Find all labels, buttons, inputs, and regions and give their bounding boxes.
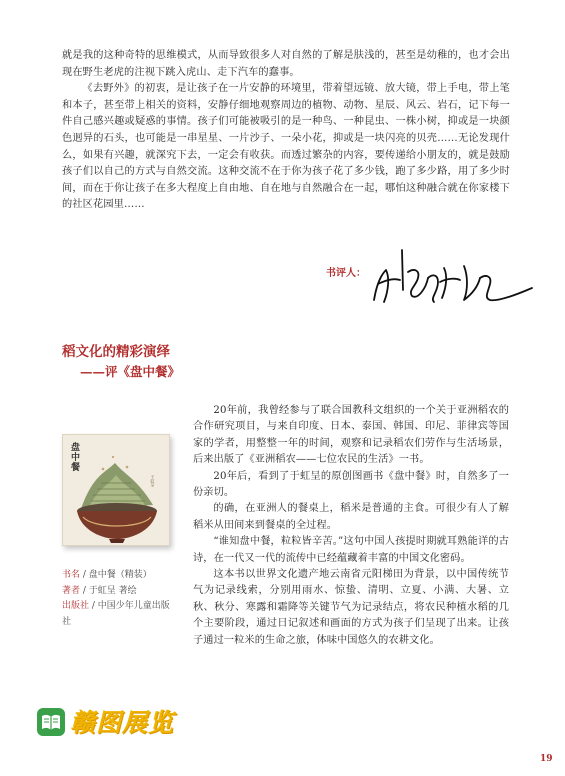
handwritten-signature (368, 248, 536, 316)
book-info-key: 著者 (62, 585, 81, 596)
svg-text:于虹呈: 于虹呈 (150, 475, 156, 487)
column-logo (36, 705, 196, 745)
book-info (62, 568, 177, 630)
paragraph: 20年前，我曾经参与了联合国教科文组织的一个关于亚洲稻农的合作研究项目，与来自印度、日本、泰国、韩国、印尼、菲律宾等国家的学者，用整整一年的时间，观察和记录稻农们劳作与生活场景，后来出版了《亚洲稻农——七位农民的生活》一书。 (193, 405, 509, 466)
reviewer-label: 书评人： (326, 268, 366, 279)
book-info-row: 出版社 / 中国少年儿童出版社 (62, 601, 170, 627)
paragraph: 这本书以世界文化遗产地云南省元阳梯田为背景，以中国传统节气为记录线索，分别用雨水、惊蛰、清明、立夏、小满、大暑、立秋、秋分、寒露和霜降等关键节气为记录结点，将农民种植水稻的几个主要阶段，通过日记叙述和画面的方式为孩子们呈现了出来。让孩子通过一粒米的生命之旅，体味中国悠久的农耕文化。 (193, 569, 509, 646)
cover-title: 盘中餐 (71, 443, 81, 473)
column-logo-text: 赣图展览 (70, 708, 175, 737)
book-info-value: 盘中餐（精装） (88, 570, 152, 580)
paragraph: 《去野外》的初衷，是让孩子在一片安静的环境里，带着望远镜、放大镜，带上手电，带上笔和本子，甚至带上相关的资料，安静仔细地观察周边的植物、动物、星辰、风云、岩石，记下每一件自己感兴趣或疑惑的事情。孩子们可能被吸引的是一种鸟、一种昆虫、一株小树，抑或是一块颜色迥异的石头，也可能是一串星星、一片沙子、一朵小花，抑或是一块闪亮的贝壳……无论发现什么，如果有兴趣，就深究下去，一定会有收获。而透过繁杂的内容，要传递给小朋友的，就是鼓励孩子们以自己的方式与自然交流。这种交流不在于你为孩子花了多少钱，跑了多少路，用了多少时间，而在于你让孩子在多大程度上自由地、自在地与自然融合在一起，哪怕这种融合就在你家楼下的社区花园里…… (62, 83, 510, 211)
article-title: 稻文化的精彩演绎 (62, 344, 170, 360)
book-info-key: 出版社 (62, 601, 90, 612)
review-continuation-text (62, 48, 510, 214)
article-body (193, 403, 509, 649)
paragraph: 20年后，看到了于虹呈的原创图画书《盘中餐》时，自然多了一份亲切。 (193, 470, 509, 499)
article-subtitle: ——评《盘中餐》 (80, 364, 181, 379)
book-info-row: 著者 / 于虹呈 著绘 (62, 585, 137, 596)
article-title-block (62, 342, 180, 381)
book-cover-image (62, 434, 170, 546)
book-info-row: 书名 / 盘中餐（精装） (62, 570, 152, 580)
page-number: 19 (540, 754, 553, 764)
book-info-key: 书名 (62, 570, 81, 580)
paragraph: 的确，在亚洲人的餐桌上，稻米是普通的主食。可很少有人了解稻米从田间来到餐桌的全过程。 (193, 503, 509, 531)
paragraph: 就是我的这种奇特的思维模式，从而导致很多人对自然的了解是肤浅的，甚至是幼稚的，也才会出现在野生老虎的注视下跳入虎山、走下汽车的蠢事。 (62, 50, 510, 78)
book-icon (36, 707, 66, 737)
paragraph: “谁知盘中餐，粒粒皆辛苦。”这句中国人孩提时期就耳熟能详的古诗，在一代又一代的流传中已经蕴藏着丰富的中国文化密码。 (193, 536, 509, 564)
reviewer-signature-block (326, 248, 536, 318)
book-info-value: 中国少年儿童出版社 (62, 601, 170, 627)
book-info-value: 于虹呈 著绘 (88, 585, 137, 596)
